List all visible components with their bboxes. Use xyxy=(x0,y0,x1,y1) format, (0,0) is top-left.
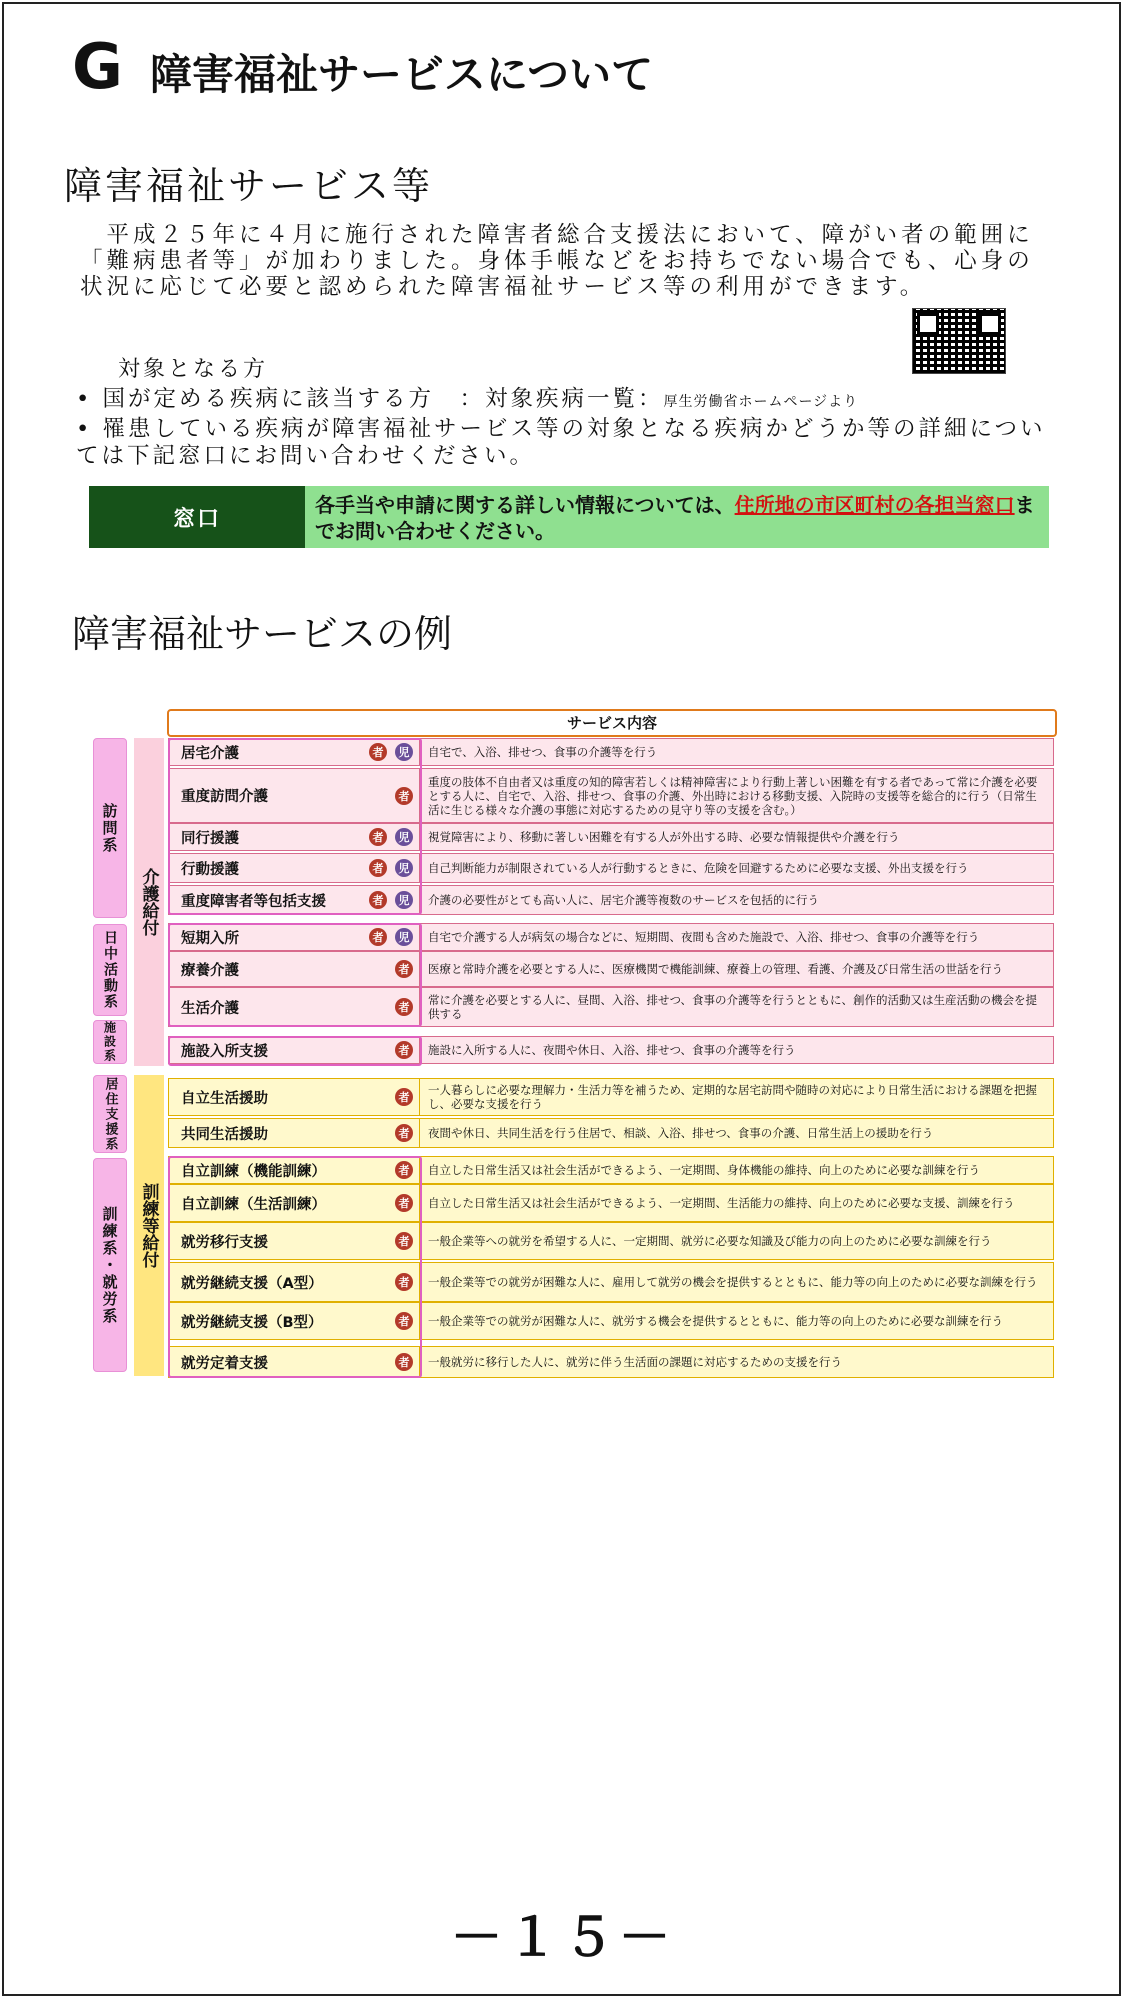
badge-adult: 者 xyxy=(395,787,413,805)
contact-window-box xyxy=(89,486,1049,548)
service-description: 自宅で介護する人が病気の場合などに、短期間、夜間も含めた施設で、入浴、排せつ、食事の介護等を行う xyxy=(419,924,1053,950)
service-name: 自立生活援助 xyxy=(181,1090,268,1107)
group-homon: 訪問系 xyxy=(93,738,127,918)
service-name: 施設入所支援 xyxy=(181,1043,268,1060)
badge-adult: 者 xyxy=(369,828,387,846)
badge-adult: 者 xyxy=(395,1041,413,1059)
service-description: 視覚障害により、移動に著しい困難を有する人が外出する時、必要な情報提供や介護を行う xyxy=(419,824,1053,850)
service-name: 自立訓練（生活訓練） xyxy=(181,1196,326,1213)
group-nicchu: 日中活動系 xyxy=(93,924,127,1016)
training-benefit-label: 訓練等給付 xyxy=(134,1075,164,1376)
badge-adult: 者 xyxy=(395,1353,413,1371)
service-description: 自立した日常生活又は社会生活ができるよう、一定期間、身体機能の維持、向上のために必要な訓練を行う xyxy=(419,1157,1053,1183)
service-name: 短期入所 xyxy=(181,930,239,947)
service-name-cell xyxy=(169,1119,419,1147)
bullet-2: • 罹患している疾病が障害福祉サービス等の対象となる疾病かどうか等の詳細については下記窓口にお問い合わせください。 xyxy=(76,416,1046,469)
bullet-1-text: 国が定める疾病に該当する方 ：対象疾病一覧： xyxy=(102,386,664,412)
section-title: 障害福祉サービスについて xyxy=(150,50,654,99)
section-letter: G xyxy=(72,30,123,103)
service-description: 自己判断能力が制限されている人が行動するときに、危険を回避するために必要な支援、外出支援を行う xyxy=(419,854,1053,882)
name-column-frame xyxy=(168,738,422,915)
badge-adult: 者 xyxy=(395,960,413,978)
service-name: 生活介護 xyxy=(181,1000,239,1017)
badge-adult: 者 xyxy=(369,928,387,946)
badge-child: 児 xyxy=(395,828,413,846)
contact-window-text xyxy=(305,486,1049,548)
name-column-frame xyxy=(168,923,422,1027)
name-column-frame xyxy=(168,1156,422,1378)
badge-child: 児 xyxy=(395,743,413,761)
bullet-1-source: 厚生労働省ホームページより xyxy=(663,394,859,410)
service-description: 一人暮らしに必要な理解力・生活力等を補うため、定期的な居宅訪問や随時の対応により日常生活における課題を把握し、必要な支援を行う xyxy=(419,1079,1053,1115)
service-name: 就労継続支援（B型） xyxy=(181,1314,323,1331)
service-name: 重度訪問介護 xyxy=(181,789,268,805)
service-name: 居宅介護 xyxy=(181,745,239,762)
table-row xyxy=(168,1078,1054,1116)
group-shisetsu: 施設系 xyxy=(93,1020,127,1064)
service-name: 同行援護 xyxy=(181,830,239,847)
service-description: 夜間や休日、共同生活を行う住居で、相談、入浴、排せつ、食事の介護、日常生活上の援助を行う xyxy=(419,1119,1053,1147)
intro-paragraph xyxy=(80,222,1040,300)
service-description: 自宅で、入浴、排せつ、食事の介護等を行う xyxy=(419,739,1053,765)
service-description: 一般企業等での就労が困難な人に、就労する機会を提供するとともに、能力等の向上のために必要な訓練を行う xyxy=(419,1303,1053,1339)
badge-child: 児 xyxy=(395,928,413,946)
badge-adult: 者 xyxy=(395,1124,413,1142)
service-name: 就労移行支援 xyxy=(181,1234,268,1251)
table-row xyxy=(168,1118,1054,1148)
badge-adult: 者 xyxy=(395,1194,413,1212)
contact-text-b: までお問い合わせください。 xyxy=(315,493,1035,543)
service-name: 重度障害者等包括支援 xyxy=(181,893,326,910)
bullet-1: • 国が定める疾病に該当する方 ：対象疾病一覧：厚生労働省ホームページより xyxy=(76,386,859,412)
service-description: 一般就労に移行した人に、就労に伴う生活面の課題に対応するための支援を行う xyxy=(419,1347,1053,1377)
service-description: 重度の肢体不自由者又は重度の知的障害若しくは精神障害により行動上著しい困難を有する者であって常に介護を必要とする人に、自宅で、入浴、排せつ、食事の介護、外出時における移動支援、入院時の支援等を総合的に行う（日常生活に生じる様々な介護の事態に対応するための見守り等の支援を含む。） xyxy=(419,769,1053,822)
page-number: －１５－ xyxy=(450,1908,675,1968)
heading-services: 障害福祉サービス等 xyxy=(64,164,434,208)
service-name: 就労定着支援 xyxy=(181,1355,268,1372)
service-description: 常に介護を必要とする人に、昼間、入浴、排せつ、食事の介護等を行うとともに、創作的活動又は生産活動の機会を提供する xyxy=(419,988,1053,1026)
bullet-2-text: 罹患している疾病が障害福祉サービス等の対象となる疾病かどうか等の詳細については下記窓口にお問い合わせください。 xyxy=(76,416,1046,469)
badge-adult: 者 xyxy=(395,1273,413,1291)
service-description: 自立した日常生活又は社会生活ができるよう、一定期間、生活能力の維持、向上のために必要な支援、訓練を行う xyxy=(419,1185,1053,1221)
intro-text: 平成２５年に４月に施行された障害者総合支援法において、障がい者の範囲に「難病患者等」が加わりました。身体手帳などをお持ちでない場合でも、心身の状況に応じて必要と認められた障害福祉サービス等の利用ができます。 xyxy=(80,222,1034,300)
badge-adult: 者 xyxy=(369,859,387,877)
contact-text-a: 各手当や申請に関する詳しい情報については、 xyxy=(315,493,735,517)
badge-adult: 者 xyxy=(369,743,387,761)
service-description: 一般企業等での就労が困難な人に、雇用して就労の機会を提供するとともに、能力等の向上のために必要な訓練を行う xyxy=(419,1263,1053,1301)
target-badges xyxy=(395,1124,413,1142)
service-name-cell xyxy=(169,1079,419,1115)
badge-adult: 者 xyxy=(395,998,413,1016)
service-name: 療養介護 xyxy=(181,962,239,979)
badge-adult: 者 xyxy=(395,1161,413,1179)
service-description: 医療と常時介護を必要とする人に、医療機関で機能訓練、療養上の管理、看護、介護及び日常生活の世話を行う xyxy=(419,952,1053,986)
service-description: 施設に入所する人に、夜間や休日、入浴、排せつ、食事の介護等を行う xyxy=(419,1037,1053,1063)
contact-text-highlight: 住所地の市区町村の各担当窓口 xyxy=(734,493,1015,517)
service-name: 行動援護 xyxy=(181,861,239,878)
target-label: 対象となる方 xyxy=(118,357,269,382)
contact-window-label: 窓口 xyxy=(89,486,305,548)
heading-examples: 障害福祉サービスの例 xyxy=(72,612,453,656)
badge-adult: 者 xyxy=(395,1232,413,1250)
service-description: 一般企業等への就労を希望する人に、一定期間、就労に必要な知識及び能力の向上のために必要な訓練を行う xyxy=(419,1223,1053,1259)
care-benefit-label: 介護給付 xyxy=(134,738,164,1066)
qr-code-icon[interactable] xyxy=(912,308,1006,374)
target-badges xyxy=(395,1088,413,1106)
badge-child: 児 xyxy=(395,859,413,877)
badge-adult: 者 xyxy=(395,1312,413,1330)
service-name: 自立訓練（機能訓練） xyxy=(181,1163,326,1180)
service-name: 就労継続支援（A型） xyxy=(181,1275,323,1292)
service-description: 介護の必要性がとても高い人に、居宅介護等複数のサービスを包括的に行う xyxy=(419,886,1053,914)
service-name: 共同生活援助 xyxy=(181,1126,268,1143)
badge-adult: 者 xyxy=(369,891,387,909)
badge-child: 児 xyxy=(395,891,413,909)
table-header: サービス内容 xyxy=(167,709,1057,737)
group-kunren: 訓練系・就労系 xyxy=(93,1158,127,1372)
group-kyoju: 居住支援系 xyxy=(93,1075,127,1153)
badge-adult: 者 xyxy=(395,1088,413,1106)
name-column-frame xyxy=(168,1036,422,1066)
